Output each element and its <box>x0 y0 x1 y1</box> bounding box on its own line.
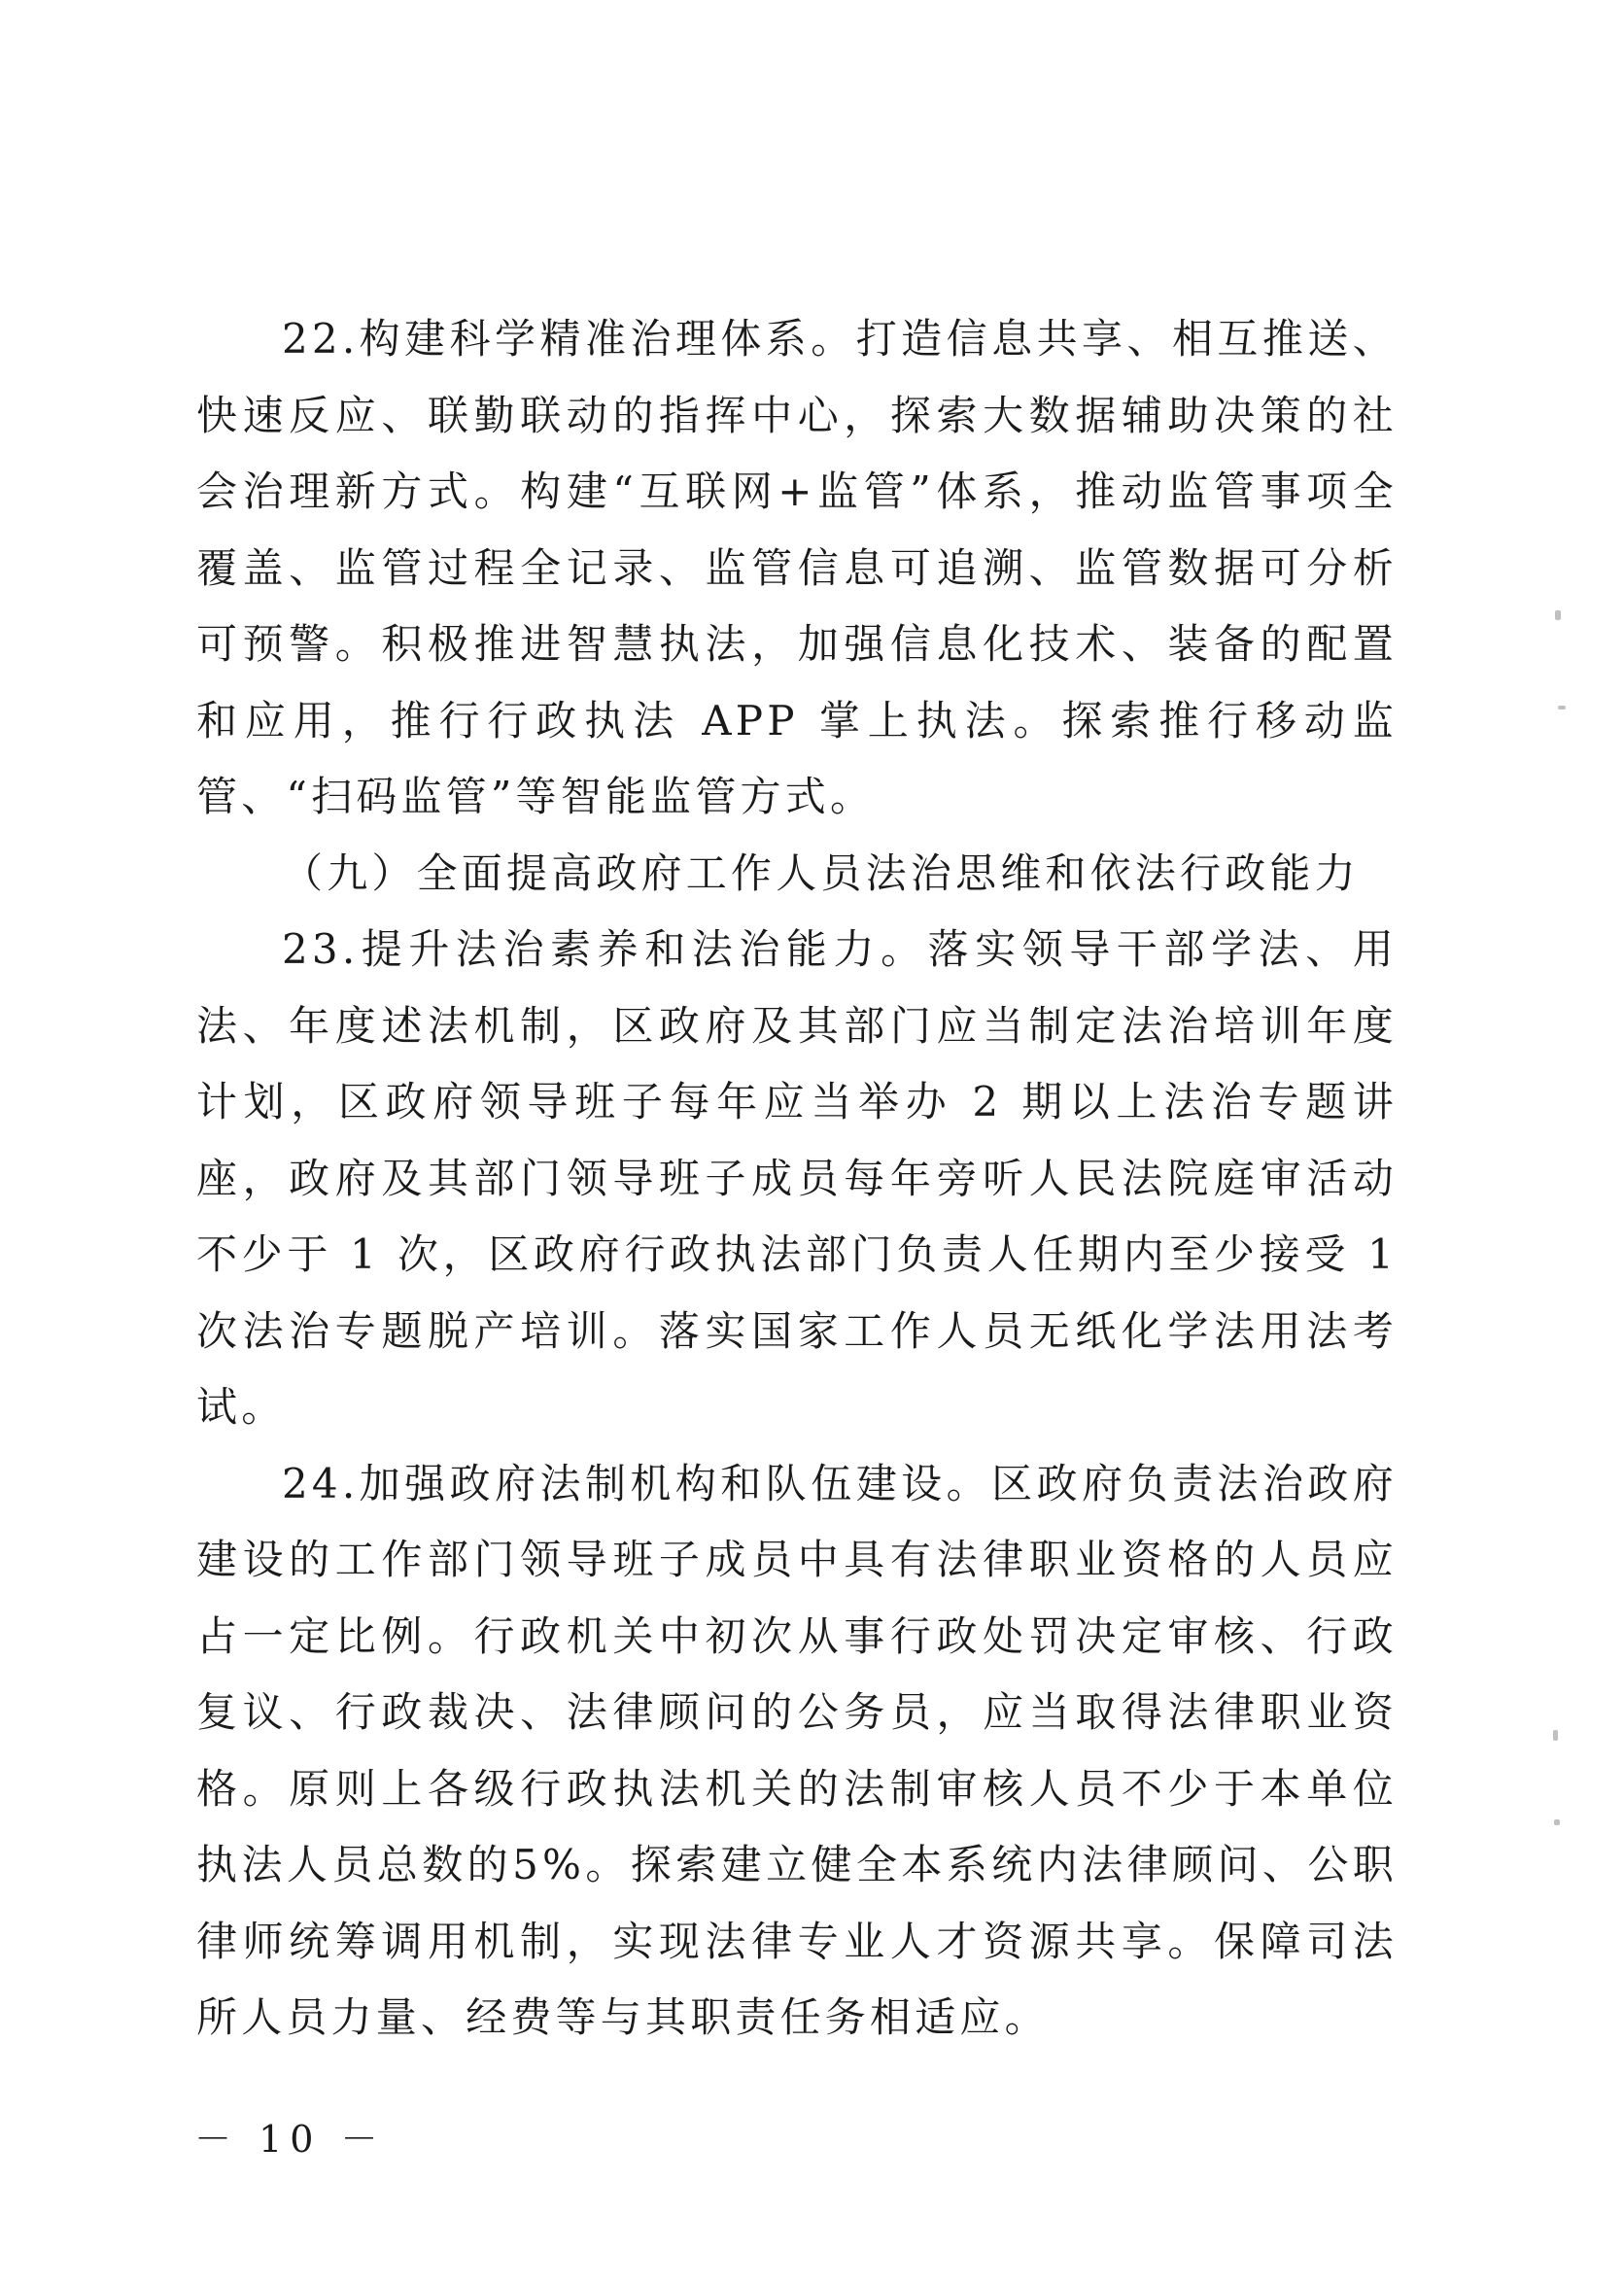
scan-artifact <box>1554 1819 1560 1825</box>
paragraph-item-22: 22.构建科学精准治理体系。打造信息共享、相互推送、快速反应、联勤联动的指挥中心，探索大数据辅助决策的社会治理新方式。构建“互联网+监管”体系，推动监管事项全覆盖、监管过程全记录、监管信息可追溯、监管数据可分析可预警。积极推进智慧执法，加强信息化技术、装备的配置和应用，推行行政执法 APP 掌上执法。探索推行移动监管、“扫码监管”等智能监管方式。 <box>196 315 1398 820</box>
page-number: － 10 － <box>194 2118 386 2161</box>
scan-artifact <box>1558 706 1566 709</box>
paragraph-item-24: 24.加强政府法制机构和队伍建设。区政府负责法治政府建设的工作部门领导班子成员中具有法律职业资格的人员应占一定比例。行政机关中初次从事行政处罚决定审核、行政复议、行政裁决、法律顾问的公务员，应当取得法律职业资格。原则上各级行政执法机关的法制审核人员不少于本单位执法人员总数的5%。探索建立健全本系统内法律顾问、公职律师统筹调用机制，实现法律专业人才资源共享。保障司法所人员力量、经费等与其职责任务相适应。 <box>196 1459 1398 2041</box>
section-heading-9: （九）全面提高政府工作人员法治思维和依法行政能力 <box>282 848 1360 897</box>
paragraph-item-23: 23.提升法治素养和法治能力。落实领导干部学法、用法、年度述法机制，区政府及其部门应当制定法治培训年度计划，区政府领导班子每年应当举办 2 期以上法治专题讲座，政府及其部门领导班子成员每年旁听人民法院庭审活动不少于 1 次，区政府行政执法部门负责人任期内至少接受 1 次法治专题脱产培训。落实国家工作人员无纸化学法用法考试。 <box>196 925 1398 1431</box>
scan-artifact <box>1555 610 1561 620</box>
body-text <box>196 301 1398 2057</box>
scan-artifact <box>1553 1730 1558 1741</box>
